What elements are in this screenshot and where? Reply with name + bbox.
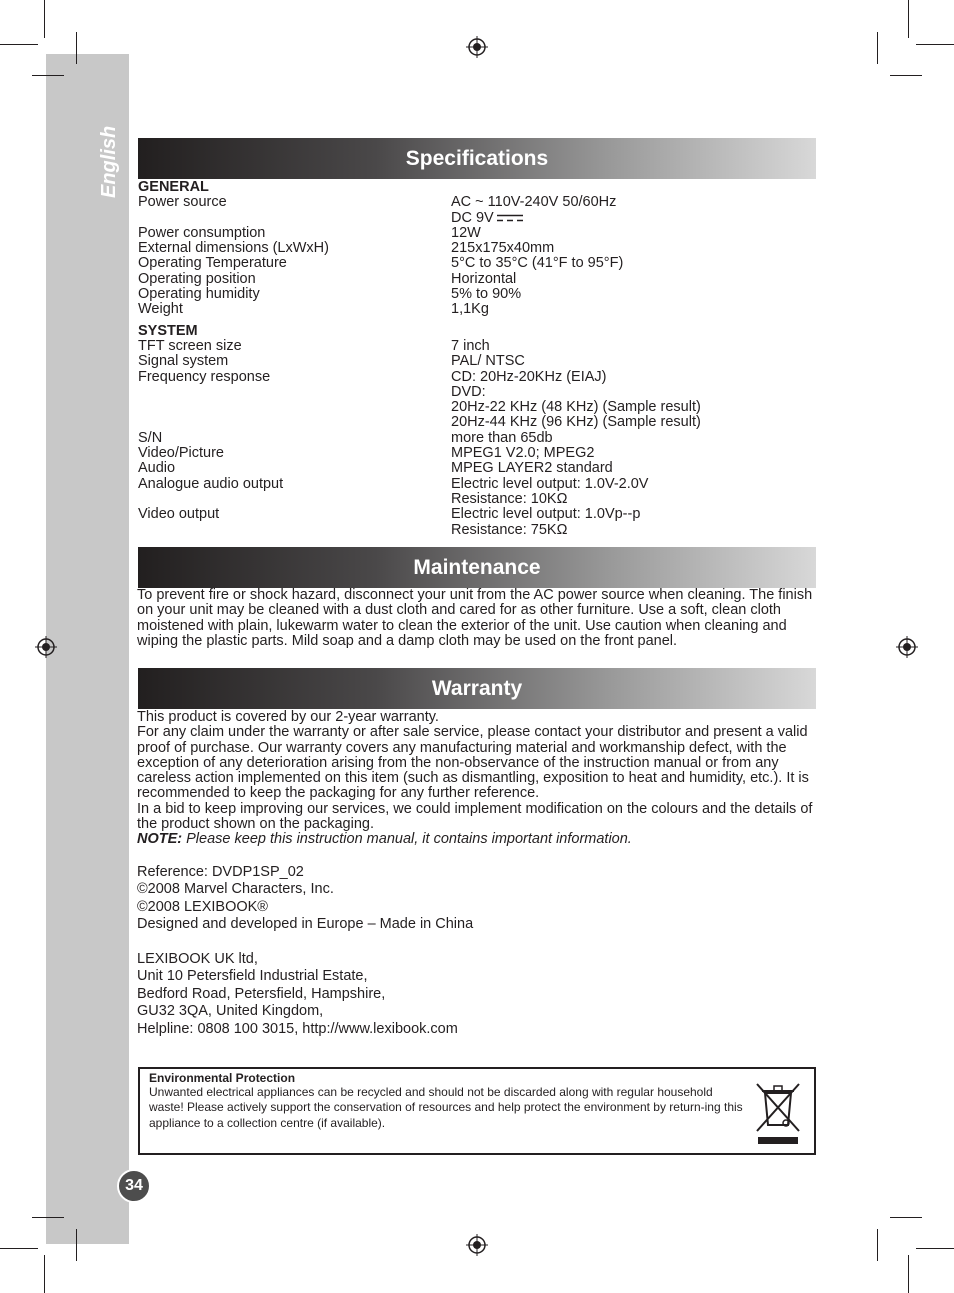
warranty-text bbox=[137, 710, 817, 848]
spec-value: 20Hz-22 KHz (48 KHz) (Sample result) bbox=[451, 399, 701, 416]
spec-row bbox=[138, 302, 818, 317]
crop-mark bbox=[44, 1255, 45, 1293]
crop-mark bbox=[44, 0, 45, 38]
address-line: GU32 3QA, United Kingdom, bbox=[137, 1003, 324, 1020]
spec-label: S/N bbox=[138, 429, 163, 446]
side-tab bbox=[46, 54, 129, 1244]
address-block bbox=[137, 951, 817, 1038]
spec-row bbox=[138, 226, 818, 241]
spec-label: Frequency response bbox=[138, 368, 271, 385]
reference-line: Designed and developed in Europe – Made in China bbox=[137, 916, 474, 933]
maintenance-text bbox=[137, 588, 817, 649]
spec-value: 5% to 90% bbox=[451, 286, 522, 303]
crop-mark bbox=[32, 75, 64, 76]
spec-value: Resistance: 10KΩ bbox=[451, 490, 568, 507]
spec-value: 1,1Kg bbox=[451, 301, 489, 318]
address-line: Helpline: 0808 100 3015, http://www.lexibook.com bbox=[137, 1020, 458, 1037]
registration-mark-icon bbox=[466, 1234, 488, 1256]
section-header-specifications: Specifications bbox=[138, 138, 816, 179]
spec-value: 7 inch bbox=[451, 337, 490, 354]
address-line: LEXIBOOK UK ltd, bbox=[137, 951, 258, 967]
spec-value: 215x175x40mm bbox=[451, 240, 555, 257]
registration-mark-icon bbox=[896, 636, 918, 658]
spec-label: TFT screen size bbox=[138, 337, 242, 354]
reference-line: ©2008 LEXIBOOK® bbox=[137, 898, 268, 915]
spec-value: DC 9V bbox=[451, 209, 494, 226]
crop-mark bbox=[32, 1217, 64, 1218]
warranty-paragraph: For any claim under the warranty or after sale service, please contact your distributor and present a valid proof of purchase. Our warranty covers any manufacturing material and workmanship defect, with the exception of any deterioration arising from the non-observance of the instruction manual or from any careless action implemented on this item (such as dismantling, exposition to heat and humidity, etc.). It is recommended to keep the packaging for any further reference. bbox=[137, 724, 809, 802]
spec-row bbox=[138, 272, 818, 287]
spec-label: Weight bbox=[138, 301, 183, 318]
environment-title: Environmental Protection bbox=[149, 1071, 296, 1085]
crop-mark bbox=[908, 0, 909, 38]
crop-mark bbox=[908, 1255, 909, 1293]
crop-mark bbox=[877, 1229, 878, 1261]
spec-value: Electric level output: 1.0V-2.0V bbox=[451, 475, 649, 492]
spec-row bbox=[138, 461, 818, 476]
general-heading: GENERAL bbox=[138, 179, 209, 195]
spec-label: Audio bbox=[138, 460, 176, 477]
spec-label: Video output bbox=[138, 506, 220, 523]
maintenance-paragraph: To prevent fire or shock hazard, disconnect your unit from the AC power source when cleaning. The finish on your unit may be cleaned with a dust cloth and cared for as other furniture. Use a soft, clean cloth moistened with plain, lukewarm water to clean the exterior of the unit. Use caution when cleaning and wiping the plastic parts. Mild soap and a damp cloth may be used on the front panel. bbox=[137, 587, 813, 649]
registration-mark-icon bbox=[35, 636, 57, 658]
spec-row bbox=[138, 507, 818, 538]
spec-row bbox=[138, 354, 818, 369]
spec-value: Resistance: 75KΩ bbox=[451, 521, 568, 538]
spec-value: MPEG LAYER2 standard bbox=[451, 460, 613, 477]
spec-value: 12W bbox=[451, 224, 481, 241]
dc-symbol-icon bbox=[497, 214, 523, 222]
crop-mark bbox=[916, 44, 954, 45]
reference-block bbox=[137, 864, 817, 934]
environmental-protection-box bbox=[138, 1067, 816, 1155]
spec-label: Video/Picture bbox=[138, 445, 224, 462]
spec-value: MPEG1 V2.0; MPEG2 bbox=[451, 445, 595, 462]
spec-value: AC ~ 110V-240V 50/60Hz bbox=[451, 194, 617, 211]
reference-line: Reference: DVDP1SP_02 bbox=[137, 864, 304, 880]
spec-value: 5°C to 35°C (41°F to 95°F) bbox=[451, 255, 624, 272]
spec-row bbox=[138, 339, 818, 354]
note-text: Please keep this instruction manual, it contains important information. bbox=[186, 831, 632, 848]
crossed-out-wheelie-bin-icon bbox=[754, 1079, 802, 1145]
spec-row bbox=[138, 241, 818, 256]
spec-value: 20Hz-44 KHz (96 KHz) (Sample result) bbox=[451, 414, 701, 431]
crop-mark bbox=[890, 75, 922, 76]
spec-label: Signal system bbox=[138, 353, 229, 370]
spec-label: Power source bbox=[138, 194, 227, 211]
spec-label: Operating humidity bbox=[138, 286, 260, 303]
registration-mark-icon bbox=[466, 36, 488, 58]
environment-text: Unwanted electrical appliances can be recycled and should not be discarded along with regular household waste! Please actively support the conservation of resources and help protect the environment by return-ing this appliance to a collection centre (if available). bbox=[149, 1085, 743, 1130]
spec-label: Analogue audio output bbox=[138, 475, 284, 492]
spec-row bbox=[138, 195, 818, 226]
section-header-maintenance: Maintenance bbox=[138, 547, 816, 588]
spec-label: Operating Temperature bbox=[138, 255, 287, 272]
crop-mark bbox=[916, 1248, 954, 1249]
spec-value: more than 65db bbox=[451, 429, 553, 446]
page-number: 34 bbox=[117, 1169, 151, 1203]
note-label: NOTE: bbox=[137, 831, 183, 848]
spec-label: Operating position bbox=[138, 270, 256, 287]
spec-row bbox=[138, 446, 818, 461]
specifications-table bbox=[138, 180, 818, 538]
reference-line: ©2008 Marvel Characters, Inc. bbox=[137, 881, 334, 898]
note-line bbox=[137, 832, 817, 847]
crop-mark bbox=[76, 32, 77, 64]
section-header-warranty: Warranty bbox=[138, 668, 816, 709]
crop-mark bbox=[890, 1217, 922, 1218]
spec-row bbox=[138, 256, 818, 271]
language-label: English bbox=[98, 125, 120, 198]
warranty-paragraph: In a bid to keep improving our services, we could implement modification on the colours and the details of the product shown on the packaging. bbox=[137, 800, 813, 833]
crop-mark bbox=[76, 1229, 77, 1261]
spec-value: Horizontal bbox=[451, 270, 517, 287]
warranty-paragraph: This product is covered by our 2-year warranty. bbox=[137, 709, 439, 725]
spec-value: CD: 20Hz-20KHz (EIAJ) bbox=[451, 368, 607, 385]
spec-value: DVD: bbox=[451, 383, 486, 400]
address-line: Bedford Road, Petersfield, Hampshire, bbox=[137, 985, 386, 1002]
spec-row bbox=[138, 477, 818, 508]
spec-row bbox=[138, 431, 818, 446]
crop-mark bbox=[0, 1248, 38, 1249]
spec-label: Power consumption bbox=[138, 224, 266, 241]
spec-value: PAL/ NTSC bbox=[451, 353, 525, 370]
crop-mark bbox=[877, 32, 878, 64]
spec-row bbox=[138, 287, 818, 302]
spec-row bbox=[138, 370, 818, 431]
crop-mark bbox=[0, 44, 38, 45]
spec-value: Electric level output: 1.0Vp--p bbox=[451, 506, 641, 523]
address-line: Unit 10 Petersfield Industrial Estate, bbox=[137, 968, 368, 985]
system-heading: SYSTEM bbox=[138, 322, 198, 339]
spec-label: External dimensions (LxWxH) bbox=[138, 240, 329, 257]
